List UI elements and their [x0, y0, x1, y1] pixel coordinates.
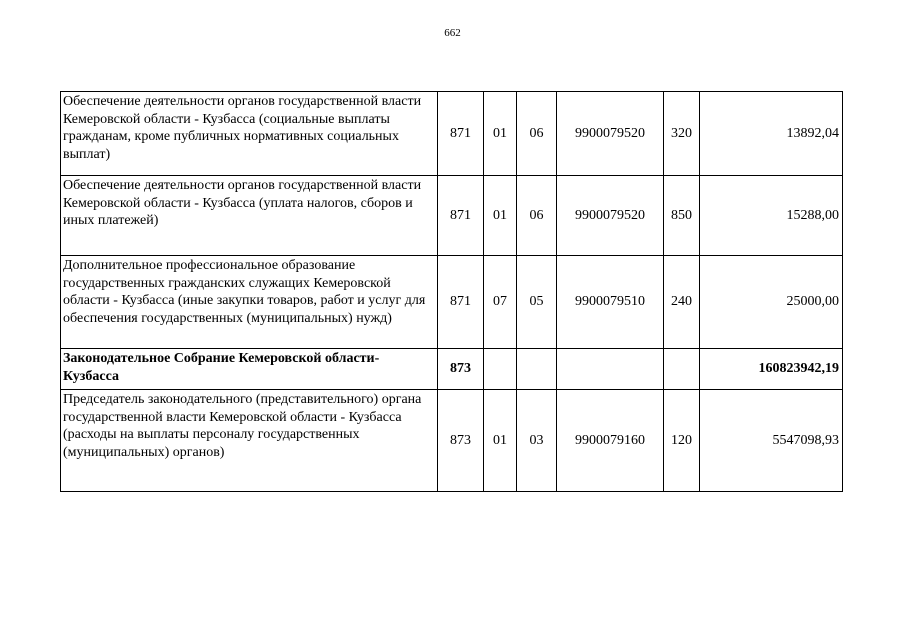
- row-expense-type: 320: [664, 92, 700, 176]
- row-expense-type: 120: [664, 390, 700, 492]
- row-sum: 13892,04: [700, 92, 843, 176]
- row-target-article: 9900079520: [557, 176, 664, 256]
- budget-table: [60, 91, 843, 492]
- row-razdel: 01: [484, 92, 517, 176]
- row-sum: 160823942,19: [700, 349, 843, 390]
- page-number: 662: [444, 27, 461, 39]
- row-target-article: 9900079520: [557, 92, 664, 176]
- table-row: [61, 390, 843, 492]
- table-row-total: [61, 349, 843, 390]
- row-vedomstvo: 871: [438, 256, 484, 349]
- row-target-article: 9900079160: [557, 390, 664, 492]
- row-vedomstvo: 871: [438, 176, 484, 256]
- row-name: Председатель законодательного (представительного) органа государственной власти Кемеровской области - Кузбасса (расходы на выплаты персоналу государственных (муниципальных) органов): [61, 390, 438, 492]
- row-vedomstvo: 873: [438, 390, 484, 492]
- row-podrazdel: [517, 349, 557, 390]
- row-podrazdel: 03: [517, 390, 557, 492]
- row-name: Законодательное Собрание Кемеровской области-Кузбасса: [61, 349, 438, 390]
- row-razdel: [484, 349, 517, 390]
- row-vedomstvo: 871: [438, 92, 484, 176]
- row-target-article: 9900079510: [557, 256, 664, 349]
- row-vedomstvo: 873: [438, 349, 484, 390]
- row-podrazdel: 06: [517, 92, 557, 176]
- table-row: [61, 92, 843, 176]
- row-expense-type: 240: [664, 256, 700, 349]
- row-name: Обеспечение деятельности органов государственной власти Кемеровской области - Кузбасса (социальные выплаты гражданам, кроме публичных нормативных социальных выплат): [61, 92, 438, 176]
- row-name: Обеспечение деятельности органов государственной власти Кемеровской области - Кузбасса (уплата налогов, сборов и иных платежей): [61, 176, 438, 256]
- row-razdel: 01: [484, 176, 517, 256]
- row-name: Дополнительное профессиональное образование государственных гражданских служащих Кемеровской области - Кузбасса (иные закупки товаров, работ и услуг для обеспечения государственных (муниципальных) нужд): [61, 256, 438, 349]
- row-razdel: 07: [484, 256, 517, 349]
- table-row: [61, 256, 843, 349]
- row-sum: 5547098,93: [700, 390, 843, 492]
- row-expense-type: 850: [664, 176, 700, 256]
- row-target-article: [557, 349, 664, 390]
- row-podrazdel: 05: [517, 256, 557, 349]
- row-podrazdel: 06: [517, 176, 557, 256]
- row-expense-type: [664, 349, 700, 390]
- row-sum: 15288,00: [700, 176, 843, 256]
- row-razdel: 01: [484, 390, 517, 492]
- row-sum: 25000,00: [700, 256, 843, 349]
- table-row: [61, 176, 843, 256]
